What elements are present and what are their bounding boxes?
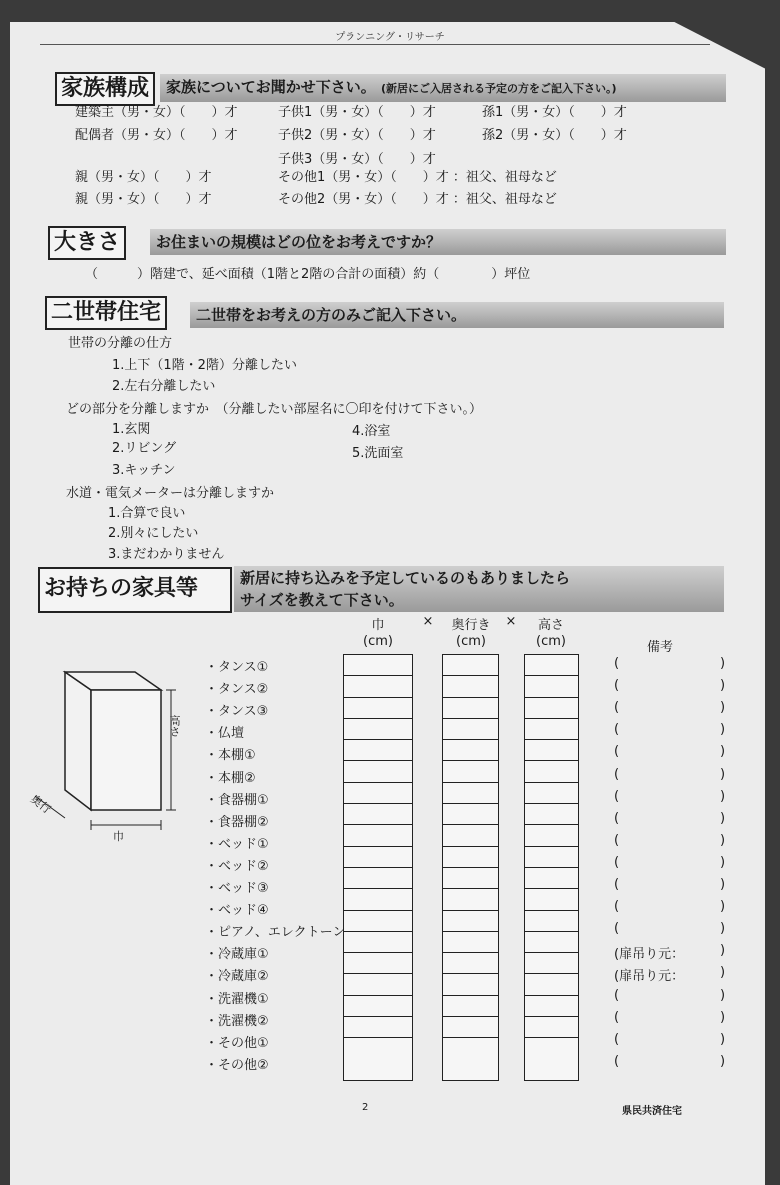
size-cell[interactable] bbox=[525, 911, 578, 932]
remarks-field-close: ) bbox=[720, 788, 726, 804]
size-cell[interactable] bbox=[525, 974, 578, 995]
size-line: （ ）階建で、延べ面積（1階と2階の合計の面積）約（ ）坪位 bbox=[85, 267, 531, 282]
remarks-field[interactable]: ( bbox=[614, 854, 620, 870]
size-cell[interactable] bbox=[443, 911, 498, 932]
remarks-field[interactable]: ( bbox=[614, 1009, 620, 1025]
family-parent-2: 親（男・女）（ ）才 bbox=[75, 192, 212, 207]
col-depth-header: 奥行き bbox=[451, 618, 491, 633]
remarks-field-close: ) bbox=[720, 722, 726, 738]
furniture-item: ・洗濯機① bbox=[205, 991, 269, 1007]
remarks-field[interactable]: ( bbox=[614, 656, 620, 671]
size-cell[interactable] bbox=[525, 655, 578, 676]
two-gen-q2-opt-3: 3.キッチン bbox=[112, 463, 176, 478]
size-cell[interactable] bbox=[344, 953, 412, 974]
furniture-item: ・本棚② bbox=[205, 770, 256, 786]
size-cell[interactable] bbox=[344, 996, 412, 1017]
furniture-item: ・その他② bbox=[205, 1057, 269, 1073]
furniture-item: ・タンス② bbox=[205, 682, 269, 698]
height-input-column[interactable] bbox=[524, 654, 579, 1081]
diagram-width-label: 巾 bbox=[113, 830, 124, 843]
size-cell[interactable] bbox=[443, 676, 498, 697]
remarks-field[interactable]: ( bbox=[614, 700, 620, 716]
furniture-item: ・タンス① bbox=[205, 660, 269, 675]
remarks-field-close: ) bbox=[720, 921, 726, 937]
remarks-field-close: ) bbox=[720, 656, 726, 671]
furniture-item: ・ベッド③ bbox=[205, 881, 269, 896]
family-other-1: その他1（男・女）（ ）才 ：祖父、祖母など bbox=[278, 170, 557, 185]
family-heading: 家族構成 bbox=[55, 72, 155, 106]
furniture-heading: お持ちの家具等 bbox=[38, 567, 232, 613]
size-cell[interactable] bbox=[525, 719, 578, 740]
furniture-item: ・食器棚① bbox=[205, 792, 269, 808]
size-cell[interactable] bbox=[443, 719, 498, 740]
times-1: × bbox=[422, 614, 434, 629]
family-spouse: 配偶者（男・女）（ ）才 bbox=[75, 128, 238, 143]
remarks-header: 備考 bbox=[646, 640, 673, 655]
remarks-field[interactable]: ( bbox=[614, 766, 620, 782]
col-height-header: 高さ bbox=[537, 618, 564, 633]
header-divider bbox=[40, 44, 710, 45]
col-height-unit: (cm) bbox=[536, 634, 566, 649]
size-cell[interactable] bbox=[344, 719, 412, 740]
family-bar bbox=[160, 74, 726, 102]
two-gen-q1-opt-2: 2.左右分離したい bbox=[112, 379, 216, 394]
family-child-3: 子供3（男・女）（ ）才 bbox=[278, 152, 436, 167]
furniture-item: ・その他① bbox=[205, 1035, 269, 1051]
two-gen-q2-opt-5: 5.洗面室 bbox=[352, 446, 404, 461]
size-cell[interactable] bbox=[525, 932, 578, 953]
family-grandchild-1: 孫1（男・女）（ ）才 bbox=[482, 105, 627, 120]
remarks-field-close: ) bbox=[720, 1031, 726, 1047]
two-gen-q2: どの部分を分離しますか （分離したい部屋名に〇印を付けて下さい。） bbox=[66, 402, 483, 417]
size-cell[interactable] bbox=[443, 655, 498, 676]
furniture-item: ・ベッド② bbox=[205, 858, 269, 874]
size-cell[interactable] bbox=[525, 804, 578, 825]
furniture-item: ・洗濯機② bbox=[205, 1013, 269, 1029]
remarks-field-close: ) bbox=[720, 744, 726, 760]
size-cell[interactable] bbox=[443, 953, 498, 974]
size-cell[interactable] bbox=[443, 804, 498, 825]
size-cell[interactable] bbox=[344, 761, 412, 782]
header-title: プランニング・リサーチ bbox=[335, 32, 445, 43]
size-cell[interactable] bbox=[344, 1017, 412, 1038]
two-gen-q1: 世帯の分離の仕方 bbox=[68, 336, 173, 351]
remarks-field-close: ) bbox=[720, 877, 726, 892]
remarks-field-close: ) bbox=[720, 854, 726, 870]
remarks-field-close: ) bbox=[720, 678, 726, 694]
furniture-bar bbox=[234, 566, 724, 612]
two-gen-q3-opt-3: 3.まだわかりません bbox=[108, 547, 225, 562]
remarks-field-close: ) bbox=[720, 987, 726, 1003]
size-cell[interactable] bbox=[525, 996, 578, 1017]
size-cell[interactable] bbox=[443, 996, 498, 1017]
remarks-field-close: ) bbox=[720, 810, 726, 826]
size-cell[interactable] bbox=[525, 676, 578, 697]
size-cell[interactable] bbox=[525, 889, 578, 910]
size-cell[interactable] bbox=[443, 974, 498, 995]
size-cell[interactable] bbox=[525, 847, 578, 868]
two-gen-bar: 二世帯をお考えの方のみご記入下さい。 bbox=[190, 302, 724, 328]
remarks-field-close: ) bbox=[720, 700, 726, 716]
size-cell[interactable] bbox=[525, 1017, 578, 1038]
size-cell[interactable] bbox=[344, 698, 412, 719]
two-gen-q1-opt-1: 1.上下（1階・2階）分離したい bbox=[112, 358, 297, 373]
remarks-field[interactable]: ( bbox=[614, 744, 620, 760]
size-cell[interactable] bbox=[443, 783, 498, 804]
family-other-2: その他2（男・女）（ ）才 ：祖父、祖母など bbox=[278, 192, 557, 207]
size-cell[interactable] bbox=[525, 761, 578, 782]
width-input-column[interactable] bbox=[343, 654, 413, 1081]
size-cell[interactable] bbox=[443, 868, 498, 889]
two-gen-q2-opt-4: 4.浴室 bbox=[352, 424, 391, 439]
size-cell[interactable] bbox=[443, 889, 498, 910]
size-cell[interactable] bbox=[525, 825, 578, 846]
remarks-field[interactable]: ( bbox=[614, 877, 620, 892]
remarks-field[interactable]: ( bbox=[614, 921, 620, 937]
size-cell[interactable] bbox=[525, 783, 578, 804]
furniture-item: ・タンス③ bbox=[205, 704, 269, 720]
remarks-field[interactable]: ( bbox=[614, 832, 620, 848]
size-cell[interactable] bbox=[344, 868, 412, 889]
family-child-2: 子供2（男・女）（ ）才 bbox=[278, 128, 436, 143]
size-cell[interactable] bbox=[344, 932, 412, 953]
page-number: 2 bbox=[362, 1102, 369, 1113]
size-cell[interactable] bbox=[525, 1038, 578, 1059]
size-cell[interactable] bbox=[525, 868, 578, 889]
remarks-field[interactable]: ( bbox=[614, 899, 620, 915]
size-cell[interactable] bbox=[443, 1017, 498, 1038]
size-cell[interactable] bbox=[525, 953, 578, 974]
remarks-field[interactable]: (扉吊り元： bbox=[614, 969, 685, 985]
diagram-depth-label: 奥行 bbox=[28, 792, 54, 817]
size-cell[interactable] bbox=[443, 932, 498, 953]
furniture-item: ・ピアノ、エレクトーン bbox=[205, 925, 346, 941]
size-cell[interactable] bbox=[443, 698, 498, 719]
remarks-field-close: ) bbox=[720, 899, 726, 915]
size-cell[interactable] bbox=[344, 1038, 412, 1059]
remarks-field-close: ) bbox=[720, 766, 726, 782]
size-heading: 大きさ bbox=[48, 226, 126, 260]
size-cell[interactable] bbox=[443, 740, 498, 761]
size-cell[interactable] bbox=[344, 974, 412, 995]
two-gen-q3: 水道・電気メーターは分離しますか bbox=[66, 486, 275, 501]
col-width-header: 巾 bbox=[371, 618, 385, 633]
remarks-field[interactable]: (扉吊り元： bbox=[614, 947, 685, 963]
size-cell[interactable] bbox=[443, 847, 498, 868]
size-cell[interactable] bbox=[443, 761, 498, 782]
family-owner: 建築主（男・女）（ ）才 bbox=[75, 105, 238, 120]
diagram-height-label: 高さ bbox=[168, 715, 181, 737]
remarks-field-close: ) bbox=[720, 1053, 726, 1069]
two-gen-q2-opt-1: 1.玄関 bbox=[112, 422, 151, 437]
size-cell[interactable] bbox=[344, 825, 412, 846]
family-bar-text: 家族についてお聞かせ下さい。 bbox=[166, 78, 376, 96]
times-2: × bbox=[505, 614, 517, 629]
size-cell[interactable] bbox=[344, 889, 412, 910]
col-width-unit: (cm) bbox=[363, 634, 393, 649]
remarks-field-close: ) bbox=[720, 1009, 726, 1025]
remarks-field[interactable]: ( bbox=[614, 987, 620, 1003]
size-cell[interactable] bbox=[443, 1038, 498, 1059]
footer-brand: 県民共済住宅 bbox=[622, 1106, 682, 1117]
remarks-field[interactable]: ( bbox=[614, 1053, 620, 1069]
size-bar: お住まいの規模はどの位をお考えですか？ bbox=[150, 229, 726, 255]
size-cell[interactable] bbox=[443, 825, 498, 846]
remarks-field-close: ) bbox=[720, 943, 726, 959]
remarks-field-close: ) bbox=[720, 965, 726, 981]
remarks-field[interactable]: ( bbox=[614, 1031, 620, 1047]
furniture-item: ・冷蔵庫② bbox=[205, 969, 269, 985]
family-child-1: 子供1（男・女）（ ）才 bbox=[278, 105, 436, 120]
furniture-bar-line-1: 新居に持ち込みを予定しているのもありましたら bbox=[240, 569, 571, 587]
furniture-bar-line-2: サイズを教えて下さい。 bbox=[240, 591, 404, 609]
size-cell[interactable] bbox=[525, 698, 578, 719]
furniture-item: ・本棚① bbox=[205, 748, 256, 764]
furniture-item: ・仏壇 bbox=[205, 726, 245, 742]
size-cell[interactable] bbox=[344, 911, 412, 932]
size-cell[interactable] bbox=[344, 783, 412, 804]
remarks-field-close: ) bbox=[720, 832, 726, 848]
remarks-field[interactable]: ( bbox=[614, 810, 620, 826]
furniture-item: ・ベッド① bbox=[205, 836, 269, 852]
family-parent-1: 親（男・女）（ ）才 bbox=[75, 170, 212, 185]
two-gen-q3-opt-1: 1.合算で良い bbox=[108, 506, 186, 521]
remarks-field[interactable]: ( bbox=[614, 678, 620, 694]
furniture-item: ・食器棚② bbox=[205, 814, 269, 830]
two-gen-q2-opt-2: 2.リビング bbox=[112, 441, 177, 456]
size-cell[interactable] bbox=[525, 740, 578, 761]
size-cell[interactable] bbox=[344, 740, 412, 761]
size-cell[interactable] bbox=[344, 676, 412, 697]
furniture-item: ・冷蔵庫① bbox=[205, 947, 269, 963]
size-cell[interactable] bbox=[344, 655, 412, 676]
remarks-field[interactable]: ( bbox=[614, 722, 620, 738]
remarks-field[interactable]: ( bbox=[614, 788, 620, 804]
cabinet-diagram bbox=[25, 660, 195, 845]
size-cell[interactable] bbox=[344, 804, 412, 825]
family-grandchild-2: 孫2（男・女）（ ）才 bbox=[482, 128, 627, 143]
two-gen-heading: 二世帯住宅 bbox=[45, 296, 167, 330]
size-cell[interactable] bbox=[344, 847, 412, 868]
two-gen-q3-opt-2: 2.別々にしたい bbox=[108, 526, 199, 541]
depth-input-column[interactable] bbox=[442, 654, 499, 1081]
furniture-item: ・ベッド④ bbox=[205, 903, 269, 919]
col-depth-unit: (cm) bbox=[456, 634, 486, 649]
family-bar-note: (新居にご入居される予定の方をご記入下さい。) bbox=[380, 82, 617, 95]
